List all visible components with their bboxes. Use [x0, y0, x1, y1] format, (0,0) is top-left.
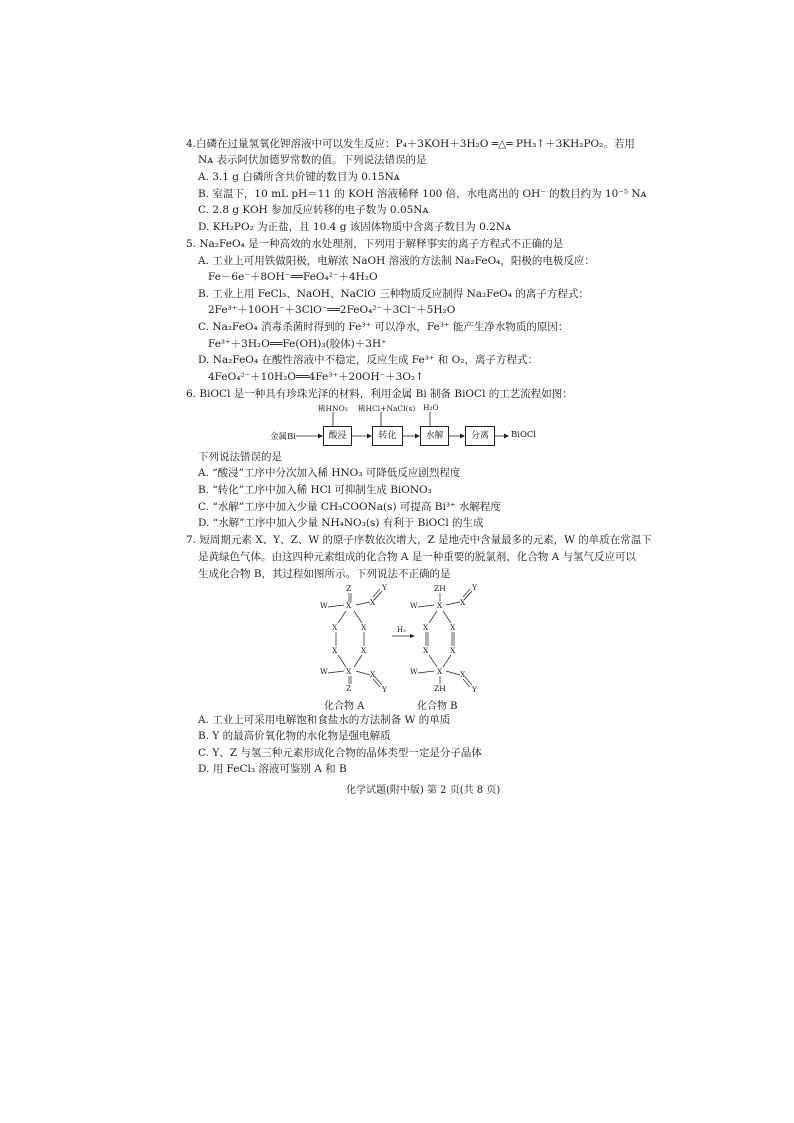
atom-label: Y	[472, 685, 477, 694]
q5-option-b: B. 工业上用 FeCl₃、NaOH、NaClO 三种物质反应制得 Na₂FeO₄ 的离子方程式：	[198, 288, 589, 300]
atom-label: ZH	[434, 584, 446, 593]
q4-option-a: A. 3.1 g 白磷所含共价键的数目为 0.15Nᴀ	[198, 171, 400, 183]
flow-step-conversion: 转化	[372, 426, 403, 446]
q4-stem-line2: Nᴀ 表示阿伏加德罗常数的值。下列说法错误的是	[198, 154, 427, 166]
q5-option-d-equation: 4FeO₄²⁻＋10H₂O══4Fe³⁺＋20OH⁻＋3O₂↑	[208, 371, 424, 383]
atom-label: Y	[382, 583, 387, 592]
atom-label: Y	[472, 583, 477, 592]
atom-label: X	[370, 598, 376, 607]
q4-option-d: D. KH₂PO₂ 为正盐，且 10.4 g 该固体物质中含离子数目为 0.2Nᴀ	[198, 221, 511, 233]
q6-option-b: B. “转化”工序中加入稀 HCl 可抑制生成 BiONO₃	[198, 484, 432, 496]
flow-input-hcl-nacl: 稀HCl+NaCl(s)	[358, 404, 416, 413]
atom-label: X	[450, 623, 456, 632]
q6-option-a: A. “酸浸”工序中分次加入稀 HNO₃ 可降低反应剧烈程度	[198, 467, 461, 479]
q7-stem-line3: 生成化合物 B，其过程如图所示。下列说法不正确的是	[198, 568, 451, 580]
flow-end-label: BiOCl	[511, 430, 537, 440]
q5-option-a: A. 工业上可用铁做阳极，电解浓 NaOH 溶液的方法制 Na₂FeO₄，阳极的电极反应：	[198, 255, 595, 267]
compound-b-caption: 化合物 B	[417, 701, 458, 712]
atom-label: X	[361, 623, 367, 632]
q7-stem-line1: 7. 短周期元素 X、Y、Z、W 的原子序数依次增大，Z 是地壳中含量最多的元素，W 的单质在常温下	[186, 534, 652, 546]
atom-label: Y	[382, 685, 387, 694]
flow-step-separation: 分离	[465, 426, 495, 446]
flow-input-water: H₂O	[423, 403, 439, 412]
q5-option-c-equation: Fe³⁺＋3H₂O══Fe(OH)₃(胶体)＋3H⁺	[208, 338, 387, 350]
atom-label: X	[437, 667, 443, 676]
q4-option-c: C. 2.8 g KOH 参加反应转移的电子数为 0.05Nᴀ	[198, 204, 429, 216]
atom-label: X	[460, 670, 466, 679]
q7-option-a: A. 工业上可采用电解饱和食盐水的方法制备 W 的单质	[198, 714, 451, 726]
atom-label: Z	[346, 684, 352, 693]
q7-option-d: D. 用 FeCl₃ 溶液可鉴别 A 和 B	[198, 763, 347, 775]
atom-label: X	[423, 623, 429, 632]
q7-option-b: B. Y 的最高价氧化物的水化物是强电解质	[198, 730, 391, 742]
q4-stem-line1: 4.白磷在过量氢氧化钾溶液中可以发生反应：P₄＋3KOH＋3H₂O ═△═ PH₃↑＋3KH₂PO₂。若用	[186, 138, 635, 150]
flow-step-acid-leach: 酸浸	[323, 426, 352, 446]
q7-stem-line2: 是黄绿色气体。由这四种元素组成的化合物 A 是一种重要的脱氯剂，化合物 A 与氢气反应可以	[198, 551, 637, 563]
atom-label: X	[460, 598, 466, 607]
atom-label: X	[370, 670, 376, 679]
atom-label: Z	[346, 584, 352, 593]
atom-label: X	[346, 667, 352, 676]
atom-label: W	[320, 667, 328, 676]
compound-a-caption: 化合物 A	[324, 701, 365, 712]
q5-stem: 5. Na₂FeO₄ 是一种高效的水处理剂，下列用于解释事实的离子方程式不正确的是	[186, 238, 564, 250]
atom-label: X	[346, 601, 352, 610]
q5-option-a-equation: Fe－6e⁻＋8OH⁻══FeO₄²⁻＋4H₂O	[208, 271, 378, 283]
q4-option-b: B. 室温下，10 mL pH＝11 的 KOH 溶液稀释 100 倍，水电离出的 OH⁻ 的数目约为 10⁻⁵ Nᴀ	[198, 188, 647, 200]
q5-option-b-equation: 2Fe³⁺＋10OH⁻＋3ClO⁻══2FeO₄²⁻＋3Cl⁻＋5H₂O	[208, 304, 456, 316]
reaction-arrow-label: H₂	[397, 626, 406, 634]
atom-label: X	[450, 646, 456, 655]
atom-label: X	[332, 623, 338, 632]
q6-stem: 6. BiOCl 是一种具有珍珠光泽的材料，利用金属 Bi 制备 BiOCl 的工艺流程如图：	[186, 388, 573, 400]
flow-input-hno3: 稀HNO₃	[318, 404, 348, 413]
flow-step-hydrolysis: 水解	[420, 426, 449, 446]
q5-option-c: C. Na₂FeO₄ 消毒杀菌时得到的 Fe³⁺ 可以净水，Fe³⁺ 能产生净水物质的原因：	[198, 321, 569, 333]
page-footer: 化学试题(附中版) 第 2 页(共 8 页)	[346, 785, 501, 796]
q6-option-d: D. “水解”工序中加入少量 NH₄NO₃(s) 有利于 BiOCl 的生成	[198, 517, 484, 529]
atom-label: W	[320, 601, 328, 610]
q5-option-d: D. Na₂FeO₄ 在酸性溶液中不稳定，反应生成 Fe³⁺ 和 O₂，离子方程式：	[198, 354, 538, 366]
atom-label: X	[332, 646, 338, 655]
atom-label: X	[437, 601, 443, 610]
atom-label: X	[361, 646, 367, 655]
q7-option-c: C. Y、Z 与氢三种元素形成化合物的晶体类型一定是分子晶体	[198, 747, 482, 759]
atom-label: X	[423, 646, 429, 655]
flow-start-label: 金属Bi	[270, 432, 296, 442]
atom-label: W	[410, 601, 418, 610]
atom-label: ZH	[434, 684, 446, 693]
atom-label: W	[410, 667, 418, 676]
q6-ask: 下列说法错误的是	[198, 451, 282, 463]
q6-option-c: C. “水解”工序中加入少量 CH₃COONa(s) 可提高 Bi³⁺ 水解程度	[198, 501, 501, 513]
